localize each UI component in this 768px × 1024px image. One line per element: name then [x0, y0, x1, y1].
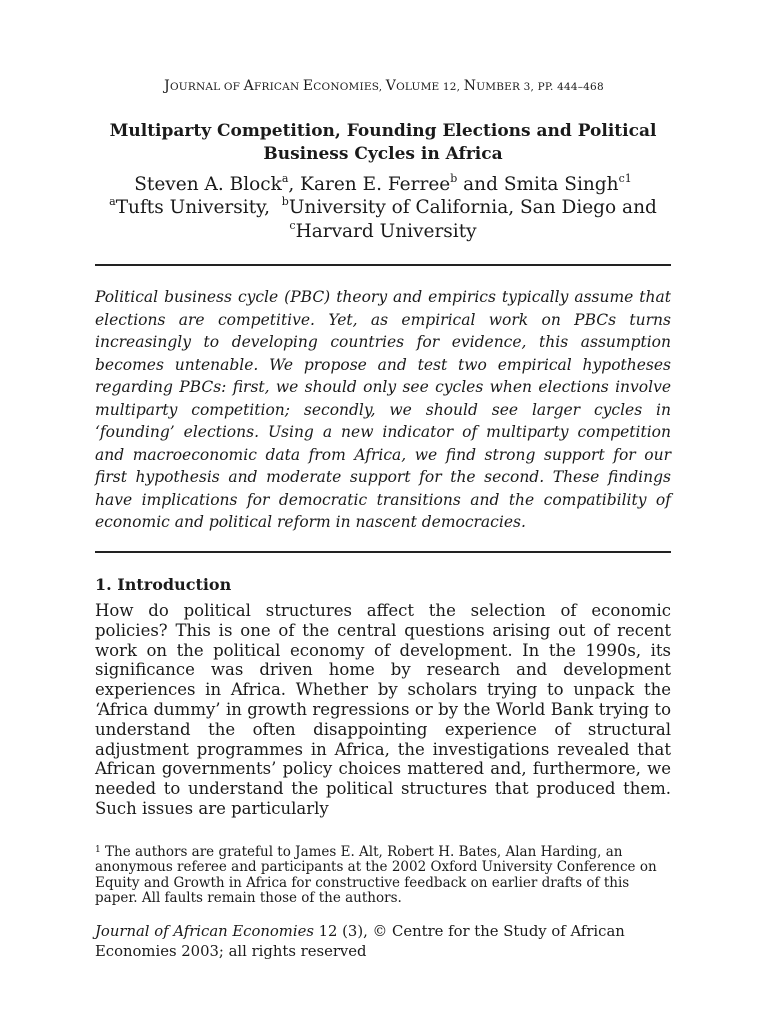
top-rule — [95, 264, 671, 266]
journal-header-cap: E — [302, 78, 314, 94]
author-name: Smita Singh — [503, 174, 619, 195]
author-name: Karen E. Ferree — [300, 174, 451, 195]
author-name: Steven A. Block — [134, 174, 282, 195]
journal-header-number: UMBER 3, — [476, 81, 538, 93]
copyright-line — [95, 922, 671, 962]
footnote-text: The authors are grateful to James E. Alt, Robert H. Bates, Alan Harding, an anonymous referee and participants at the 2002 Oxford University Conference on Equity and Growth in Africa for constructive feedback on earlier drafts of this paper. All faults remain those of the authors. — [95, 844, 657, 906]
journal-header-part: CONOMIES, — [313, 81, 386, 93]
author-affil-mark: c1 — [618, 172, 632, 185]
journal-header-cap: J — [164, 78, 170, 94]
author-list — [95, 173, 671, 197]
author-affil-mark: a — [281, 172, 289, 185]
affil-text: Harvard University — [295, 221, 477, 242]
journal-header-volume: OLUME 12, — [396, 81, 464, 93]
journal-header-part: FRICAN — [253, 81, 303, 93]
copyright-text: 12 (3), © Centre for the Study of African Economies 2003; all rights reserved — [95, 923, 625, 960]
journal-header — [0, 78, 768, 94]
affiliations — [95, 196, 671, 244]
affil-text: Tufts University, — [115, 197, 282, 218]
journal-header-part: OURNAL OF — [169, 81, 244, 93]
affiliation-line-1 — [95, 196, 671, 220]
affil-mark: a — [109, 195, 116, 208]
affil-mark: b — [281, 195, 289, 208]
author-affil-mark: b — [450, 172, 458, 185]
journal-header-cap: A — [243, 78, 254, 94]
journal-header-cap: V — [385, 78, 397, 94]
affil-mark: c — [289, 219, 296, 232]
author-sep: , — [288, 174, 301, 195]
section-heading: 1. Introduction — [95, 575, 232, 594]
affiliation-line-2 — [95, 220, 671, 244]
footnote-mark: 1 — [95, 845, 101, 855]
intro-paragraph: How do political structures affect the selection of economic policies? This is one of the central questions arising out of recent work on the political economy of development. In the 1990s, its significance was driven home by research and development experiences in Africa. Whether by scholars trying to unpack the ‘Africa dummy’ in growth regressions or by the World Bank trying to understand the often disappointing experience of structural adjustment programmes in Africa, the investigations revealed that African governments’ policy choices mattered and, furthermore, we needed to understand the political structures that produced them. Such issues are particularly — [95, 601, 671, 818]
copyright-journal-name: Journal of African Economies — [95, 923, 314, 940]
paper-title: Multiparty Competition, Founding Elections and Political Business Cycles in Africa — [109, 121, 657, 164]
bottom-rule — [95, 551, 671, 553]
journal-header-pages: PP. 444–468 — [537, 81, 604, 93]
footnote — [95, 845, 671, 906]
affil-text: University of California, San Diego and — [288, 197, 657, 218]
journal-header-cap: N — [463, 78, 477, 94]
author-sep: and — [457, 174, 504, 195]
abstract: Political business cycle (PBC) theory and empirics typically assume that elections are competitive. Yet, as empirical work on PBCs turns increasingly to developing countries for evidence, this assumption becomes untenable. We propose and test two empirical hypotheses regarding PBCs: first, we should only see cycles when elections involve multiparty competition; secondly, we should see larger cycles in ‘founding’ elections. Using a new indicator of multiparty competition and macroeconomic data from Africa, we find strong support for our first hypothesis and moderate support for the second. These findings have implications for democratic transitions and the compatibility of economic and political reform in nascent democracies. — [95, 288, 671, 531]
